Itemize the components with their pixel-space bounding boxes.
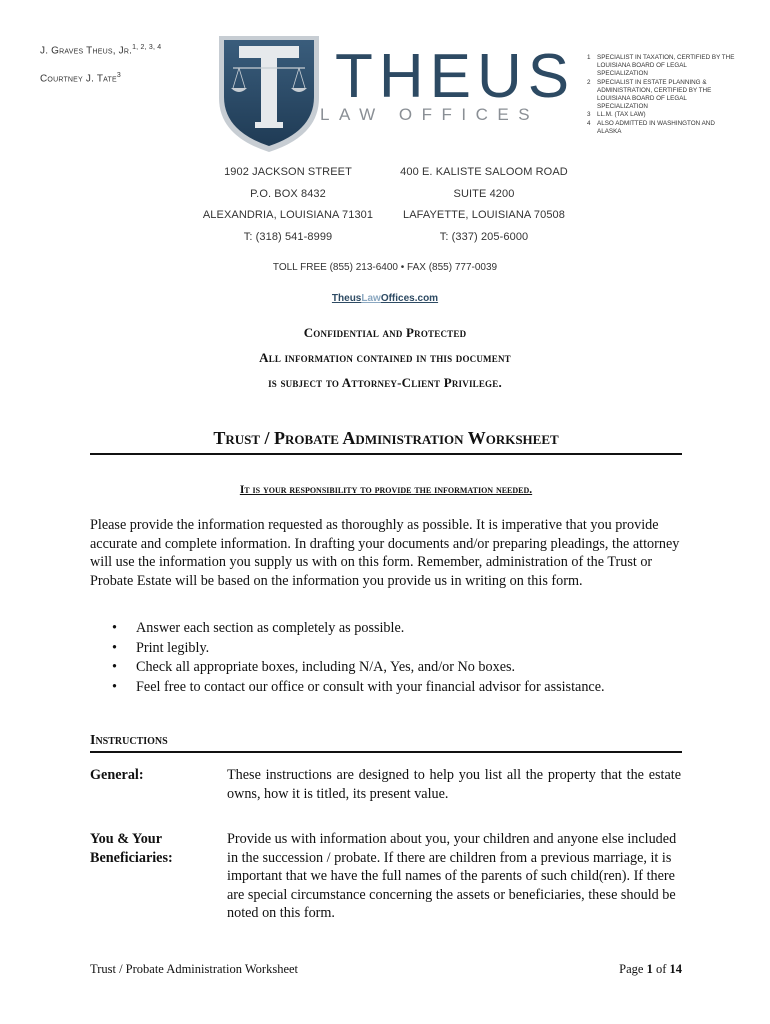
attorney-2 (40, 72, 161, 84)
address-line: SUITE 4200 (453, 187, 515, 200)
toll-free-fax: TOLL FREE (855) 213-6400 • FAX (855) 777-0039 (272, 262, 498, 273)
page-number: Page 1 of 14 (619, 962, 682, 976)
footnote: 4 ALSO ADMITTED IN WASHINGTON AND ALASKA (587, 119, 715, 135)
attorney-1-name: J. Graves Theus, Jr. (40, 45, 133, 57)
footnote: 3 LL.M. (TAX LAW) (587, 111, 646, 119)
list-item: • Answer each section as completely as possible. (112, 619, 605, 639)
address-line: ALEXANDRIA, LOUISIANA 71301 (202, 209, 374, 221)
footnote: 2 SPECIALIST IN ESTATE PLANNING & ADMINISTRATION, CERTIFIED BY THE LOUISIANA BOARD OF LEGAL SPECIALIZATION (587, 78, 712, 111)
address-alexandria (195, 162, 381, 248)
footer-title: Trust / Probate Administration Worksheet (90, 962, 299, 976)
attorney-1-sup: 1, 2, 3, 4 (132, 44, 162, 51)
phone-line: T: (318) 541-8999 (243, 230, 333, 243)
instruction-bullets (112, 619, 605, 697)
address-line: 400 E. KALISTE SALOOM ROAD (400, 166, 568, 178)
address-line: LAFAYETTE, LOUISIANA 70508 (403, 209, 565, 221)
term-general: General: (90, 767, 144, 783)
firm-name: THEUS (335, 42, 576, 111)
definition-general: These instructions are designed to help you list all the property that the estate owns, how it is titled, its present value. (227, 767, 681, 802)
attorney-1 (40, 44, 161, 56)
attorney-list (40, 44, 161, 101)
attorney-2-sup: 3 (116, 72, 121, 80)
list-item: • Feel free to contact our office or consult with your financial advisor for assistance. (112, 678, 605, 698)
footnote: 1 SPECIALIST IN TAXATION, CERTIFIED BY THE LOUISIANA BOARD OF LEGAL SPECIALIZATION (587, 54, 735, 78)
confidential-line-2: All information contained in this document (259, 350, 511, 365)
list-item: • Check all appropriate boxes, including N/A, Yes, and/or No boxes. (112, 658, 605, 678)
attorney-2-name: Courtney J. Tate (40, 73, 117, 85)
definition-beneficiaries: Provide us with information about you, your children and anyone else included in the succession / probate. If there are children from a previous marriage, it is important that we have the full names of the parents of such child(ren). If there are special circumstance concerning the assets or beneficiaries, these should be noted on this form. (227, 831, 677, 921)
list-item: • Print legibly. (112, 639, 605, 659)
confidential-line-3: is subject to Attorney-Client Privilege. (268, 375, 502, 390)
instructions-heading: Instructions (90, 733, 682, 753)
website-link[interactable]: TheusLawOffices.com (331, 293, 439, 304)
address-lafayette (398, 162, 570, 248)
worksheet-title: Trust / Probate Administration Worksheet (90, 428, 682, 455)
responsibility-notice: It is your responsibility to provide the information needed. (239, 484, 533, 496)
confidential-line-1: Confidential and Protected (303, 325, 467, 340)
credential-footnotes (587, 54, 737, 136)
intro-paragraph: Please provide the information requested as thoroughly as possible. It is imperative that you provide accurate and complete information. In drafting your documents and/or preparing pleadings, the attorney will use the information you supply us with on this form. Remember, administration of the Trust or Probate Estate will be based on the information you provide us in writing on this form. (90, 517, 680, 589)
phone-line: T: (337) 205-6000 (439, 230, 529, 243)
address-line: P.O. BOX 8432 (250, 187, 326, 200)
address-line: 1902 JACKSON STREET (224, 166, 352, 178)
firm-subtitle: LAW OFFICES (320, 105, 540, 124)
term-beneficiaries: You & Your Beneficiaries: (90, 831, 173, 866)
